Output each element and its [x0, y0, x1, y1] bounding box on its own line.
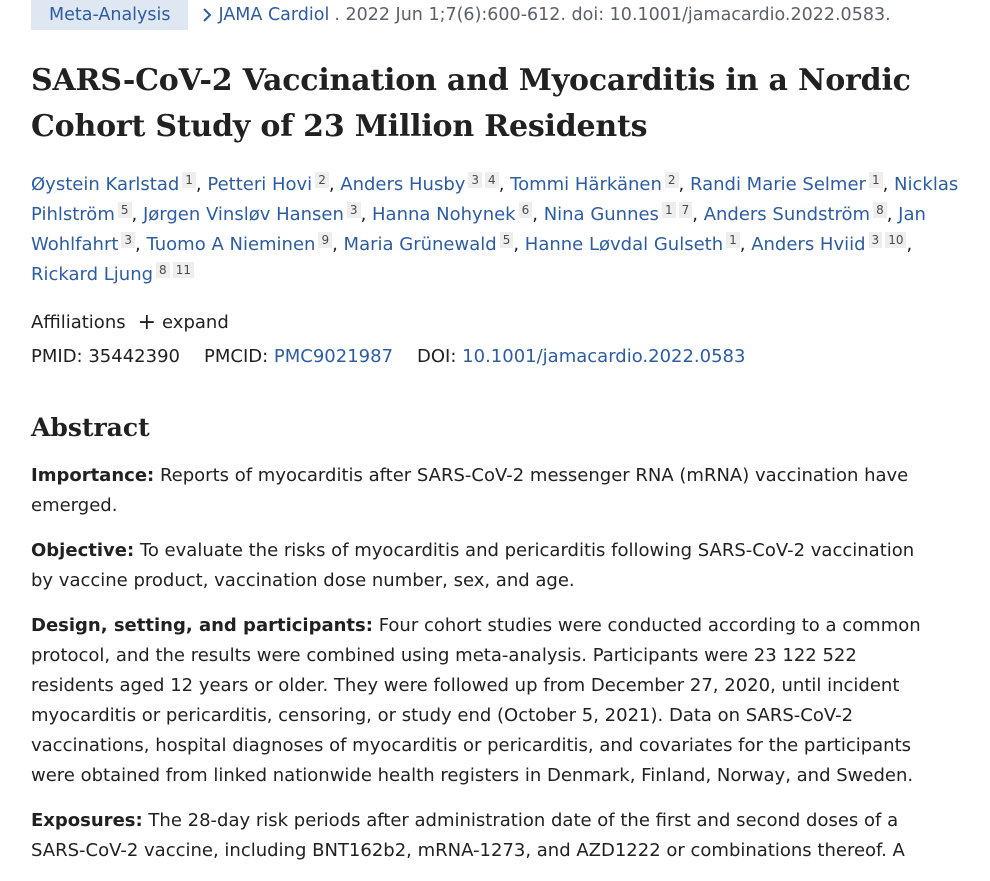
- plus-icon: +: [137, 310, 157, 335]
- pmid-value: 35442390: [88, 346, 180, 367]
- affiliation-number[interactable]: 1: [726, 232, 740, 248]
- affiliation-number[interactable]: 8: [156, 262, 170, 278]
- affiliation-number[interactable]: 1: [182, 172, 196, 188]
- abstract-section: [31, 536, 936, 596]
- author-link[interactable]: Nina Gunnes: [543, 204, 659, 225]
- doi-link[interactable]: 10.1001/jamacardio.2022.0583: [462, 346, 746, 367]
- chevron-right-icon[interactable]: [201, 8, 213, 22]
- pmcid-link[interactable]: PMC9021987: [273, 346, 394, 367]
- abstract-section-label: Exposures:: [31, 810, 143, 831]
- affiliation-number[interactable]: 5: [500, 232, 514, 248]
- abstract-section-text: Reports of myocarditis after SARS-CoV-2 messenger RNA (mRNA) vaccination have emerged.: [31, 465, 909, 516]
- expand-label: expand: [162, 312, 229, 333]
- pmid-label: PMID:: [31, 346, 83, 367]
- affiliation-number[interactable]: 1: [869, 172, 883, 188]
- affiliation-number[interactable]: 3: [869, 232, 883, 248]
- author-link[interactable]: Anders Sundström: [703, 204, 871, 225]
- affiliations-expand-button[interactable]: [138, 308, 229, 338]
- author-link[interactable]: Tommi Härkänen: [510, 174, 662, 195]
- author-link[interactable]: Petteri Hovi: [207, 174, 313, 195]
- abstract-body: [31, 461, 936, 881]
- affiliation-number[interactable]: 9: [318, 232, 332, 248]
- author-link[interactable]: Anders Husby: [340, 174, 466, 195]
- abstract-section-label: Design, setting, and participants:: [31, 615, 373, 636]
- affiliation-number[interactable]: 2: [665, 172, 679, 188]
- affiliation-number[interactable]: 8: [873, 202, 887, 218]
- abstract-heading: Abstract: [31, 413, 150, 442]
- affiliation-number[interactable]: 6: [519, 202, 533, 218]
- pmcid-label: PMCID:: [203, 346, 269, 367]
- journal-link[interactable]: JAMA Cardiol: [218, 5, 330, 25]
- author-link[interactable]: Rickard Ljung: [31, 264, 154, 285]
- affiliation-number[interactable]: 10: [885, 232, 906, 248]
- affiliation-number[interactable]: 4: [485, 172, 499, 188]
- author-link[interactable]: Anders Hviid: [751, 234, 866, 255]
- author-link[interactable]: Hanna Nohynek: [372, 204, 516, 225]
- author-link[interactable]: Tuomo A Nieminen: [146, 234, 316, 255]
- author-list: Øystein Karlstad $^1$ , Petteri Hovi $^2$ , Anders Husby $^3$ $^4$ , Tommi Härkänen $^2$ , Randi Marie Selmer $^1$ , Nicklas Pihlström $^5$ , Jørgen Vinsløv Hansen $^3$ , Hanna Nohynek $^6$ , Nina Gunnes $^1$ $^7$ , Anders Sundström $^8$ , Jan Wohlfahrt $^3$ , Tuomo A Nieminen $^9$ , Maria Grünewald $^5$ , Hanne Løvdal Gulseth $^1$ , Anders Hviid $^3$ $^{10}$ , Rickard Ljung $^8$ $^{11}$: [31, 173, 959, 285]
- affiliation-number[interactable]: 3: [468, 172, 482, 188]
- affiliation-number[interactable]: 5: [118, 202, 132, 218]
- affiliation-number[interactable]: 2: [315, 172, 329, 188]
- citation-text: . 2022 Jun 1;7(6):600-612. doi: 10.1001/jamacardio.2022.0583.: [334, 5, 891, 25]
- abstract-section-text: Four cohort studies were conducted according to a common protocol, and the results were combined using meta-analysis. Participants were 23 122 522 residents aged 12 years or older. They were followed up from December 27, 2020, until incident myocarditis or pericarditis, censoring, or study end (October 5, 2021). Data on SARS-CoV-2 vaccinations, hospital diagnoses of myocarditis or pericarditis, and covariates for the participants were obtained from linked nationwide health registers in Denmark, Finland, Norway, and Sweden.: [31, 615, 921, 786]
- affiliation-number[interactable]: 7: [679, 202, 693, 218]
- abstract-section-text: The 28-day risk periods after administration date of the first and second doses of a SARS-CoV-2 vaccine, including BNT162b2, mRNA-1273, and AZD1222 or combinations thereof. A: [31, 810, 905, 861]
- abstract-section: [31, 806, 936, 866]
- author-link[interactable]: Nicklas Pihlström: [31, 174, 959, 225]
- affiliations-row: [31, 308, 229, 338]
- abstract-section-label: Objective:: [31, 540, 135, 561]
- affiliation-number[interactable]: 11: [173, 262, 194, 278]
- doi-label: DOI:: [417, 346, 457, 367]
- affiliation-number[interactable]: 3: [347, 202, 361, 218]
- abstract-section-text: To evaluate the risks of myocarditis and pericarditis following SARS-CoV-2 vaccination by vaccine product, vaccination dose number, sex, and age.: [31, 540, 915, 591]
- author-link[interactable]: Hanne Løvdal Gulseth: [524, 234, 724, 255]
- affiliations-label: Affiliations: [31, 312, 126, 333]
- author-link[interactable]: Jan Wohlfahrt: [31, 204, 926, 255]
- abstract-section-label: Importance:: [31, 465, 155, 486]
- author-link[interactable]: Randi Marie Selmer: [689, 174, 866, 195]
- author-link[interactable]: Jørgen Vinsløv Hansen: [142, 204, 344, 225]
- identifiers-row: [31, 342, 745, 372]
- article-title: SARS-CoV-2 Vaccination and Myocarditis in a Nordic Cohort Study of 23 Million Residents: [31, 63, 911, 144]
- author-link[interactable]: Maria Grünewald: [343, 234, 497, 255]
- abstract-section: [31, 611, 936, 791]
- publication-type-badge[interactable]: Meta-Analysis: [31, 0, 188, 30]
- abstract-section: [31, 461, 936, 521]
- author-link[interactable]: Øystein Karlstad: [31, 174, 180, 195]
- affiliation-number[interactable]: 1: [662, 202, 676, 218]
- affiliation-number[interactable]: 3: [121, 232, 135, 248]
- citation-bar: [31, 0, 891, 30]
